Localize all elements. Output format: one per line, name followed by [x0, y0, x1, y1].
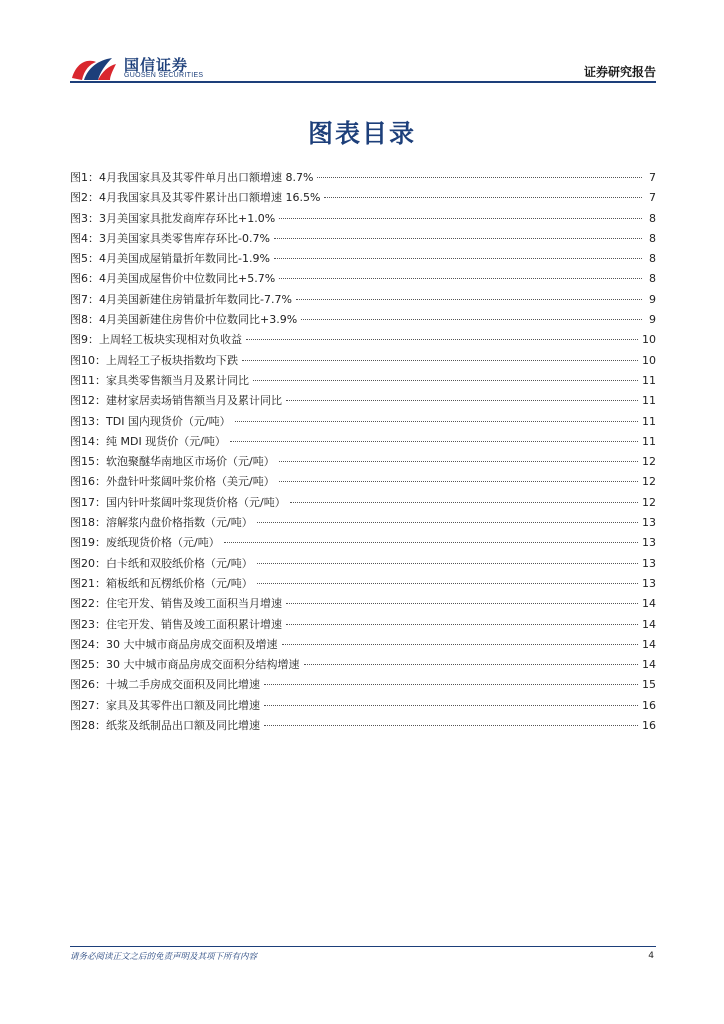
toc-entry-caption: 上周轻工板块实现相对负收益 [99, 333, 242, 347]
toc-entry-caption: 住宅开发、销售及竣工面积当月增速 [106, 597, 282, 611]
header-divider [70, 81, 656, 83]
toc-entry[interactable] [70, 656, 656, 676]
toc-entry-label: 图3： [70, 211, 99, 225]
toc-entry[interactable] [70, 352, 656, 372]
toc-entry-label: 图2： [70, 191, 99, 205]
toc-entry-caption: 住宅开发、销售及竣工面积累计增速 [106, 617, 282, 631]
toc-dot-leader [246, 339, 638, 340]
toc-entry[interactable] [70, 494, 656, 514]
toc-entry-page: 8 [649, 272, 656, 286]
toc-entry-caption: 软泡聚醚华南地区市场价（元/吨） [106, 455, 275, 469]
toc-entry-label: 图1： [70, 171, 99, 184]
toc-entry-label: 图9： [70, 333, 99, 347]
toc-entry-page: 13 [642, 536, 656, 550]
toc-dot-leader [257, 563, 638, 564]
toc-entry[interactable] [70, 331, 656, 351]
toc-entry-label: 图28： [70, 719, 106, 733]
toc-entry[interactable] [70, 595, 656, 615]
toc-dot-leader [286, 400, 638, 401]
toc-entry-caption: 上周轻工子板块指数均下跌 [106, 353, 238, 367]
toc-dot-leader [274, 258, 642, 259]
toc-dot-leader [296, 299, 642, 300]
toc-entry-caption: 30 大中城市商品房成交面积及增速 [106, 637, 278, 651]
toc-entry-caption: TDI 国内现货价（元/吨） [106, 414, 231, 428]
toc-dot-leader [257, 522, 638, 523]
toc-entry[interactable] [70, 636, 656, 656]
toc-entry-caption: 废纸现货价格（元/吨） [106, 536, 220, 550]
toc-dot-leader [235, 421, 638, 422]
logo-mark-icon [70, 52, 118, 82]
company-logo [70, 50, 220, 84]
toc-dot-leader [286, 624, 638, 625]
toc-entry-caption: 3月美国家具类零售库存环比-0.7% [99, 231, 270, 245]
toc-entry-caption: 建材家居卖场销售额当月及累计同比 [106, 394, 282, 408]
toc-entry-label: 图10： [70, 353, 106, 367]
toc-dot-leader [253, 380, 638, 381]
toc-entry-caption: 白卡纸和双胶纸价格（元/吨） [106, 556, 253, 570]
toc-entry-page: 7 [649, 171, 656, 184]
toc-entry-caption: 4月我国家具及其零件单月出口额增速 8.7% [99, 171, 314, 184]
toc-entry[interactable] [70, 697, 656, 717]
toc-entry-label: 图23： [70, 617, 106, 631]
toc-entry-page: 12 [642, 455, 656, 469]
toc-dot-leader [274, 238, 642, 239]
toc-entry-label: 图22： [70, 597, 106, 611]
toc-entry-label: 图11： [70, 373, 106, 387]
toc-entry-caption: 4月美国成屋销量折年数同比-1.9% [99, 252, 270, 266]
toc-dot-leader [279, 461, 638, 462]
report-type-label: 证券研究报告 [583, 65, 656, 79]
toc-entry[interactable] [70, 433, 656, 453]
toc-entry-label: 图24： [70, 637, 106, 651]
toc-entry-page: 10 [642, 353, 656, 367]
toc-entry-page: 8 [649, 211, 656, 225]
toc-entry-page: 11 [642, 434, 656, 448]
toc-entry-label: 图27： [70, 698, 106, 712]
page-header [0, 0, 724, 90]
toc-entry-label: 图15： [70, 455, 106, 469]
toc-entry-caption: 家具类零售额当月及累计同比 [106, 373, 249, 387]
toc-entry-page: 11 [642, 414, 656, 428]
toc-entry-caption: 3月美国家具批发商库存环比+1.0% [99, 211, 276, 225]
toc-entry-page: 15 [642, 678, 656, 692]
toc-entry-page: 10 [642, 333, 656, 347]
toc-entry-label: 图13： [70, 414, 106, 428]
toc-entry[interactable] [70, 473, 656, 493]
toc-entry[interactable] [70, 210, 656, 230]
toc-entry-label: 图16： [70, 475, 106, 489]
toc-entry-caption: 纯 MDI 现货价（元/吨） [106, 434, 226, 448]
toc-entry-page: 7 [649, 191, 656, 205]
toc-entry-label: 图5： [70, 252, 99, 266]
toc-entry[interactable] [70, 372, 656, 392]
toc-entry-page: 8 [649, 252, 656, 266]
toc-entry-caption: 4月美国成屋售价中位数同比+5.7% [99, 272, 276, 286]
toc-dot-leader [257, 583, 638, 584]
toc-entry[interactable] [70, 616, 656, 636]
toc-entry[interactable] [70, 413, 656, 433]
toc-entry-page: 9 [649, 313, 656, 327]
toc-entry-caption: 国内针叶浆阔叶浆现货价格（元/吨） [106, 495, 286, 509]
toc-entry-page: 13 [642, 576, 656, 590]
toc-entry[interactable] [70, 534, 656, 554]
toc-entry-page: 14 [642, 617, 656, 631]
toc-entry-page: 9 [649, 292, 656, 306]
toc-entry[interactable] [70, 514, 656, 534]
toc-entry[interactable] [70, 270, 656, 290]
toc-entry-label: 图17： [70, 495, 106, 509]
toc-entry-caption: 家具及其零件出口额及同比增速 [106, 698, 260, 712]
toc-entry-label: 图25： [70, 658, 106, 672]
toc-dot-leader [242, 360, 638, 361]
toc-dot-leader [324, 197, 642, 198]
toc-dot-leader [282, 644, 639, 645]
toc-entry-label: 图7： [70, 292, 99, 306]
toc-dot-leader [264, 705, 638, 706]
toc-entry-page: 16 [642, 698, 656, 712]
toc-entry[interactable] [70, 291, 656, 311]
footer-divider [70, 946, 656, 947]
page-title: 图表目录 [307, 119, 416, 148]
toc-entry[interactable] [70, 717, 656, 737]
toc-entry-label: 图12： [70, 394, 106, 408]
toc-entry-caption: 4月美国新建住房销量折年数同比-7.7% [99, 292, 292, 306]
toc-entry-caption: 纸浆及纸制品出口额及同比增速 [106, 719, 260, 733]
toc-entry-page: 13 [642, 556, 656, 570]
toc-entry-page: 11 [642, 394, 656, 408]
page-number: 4 [648, 951, 654, 961]
logo-english-name: GUOSEN SECURITIES [124, 72, 204, 79]
footer-disclaimer: 请务必阅读正文之后的免责声明及其项下所有内容 [70, 952, 258, 962]
toc-entry-caption: 4月我国家具及其零件累计出口额增速 16.5% [99, 191, 321, 205]
toc-dot-leader [304, 664, 639, 665]
toc-dot-leader [224, 542, 638, 543]
toc-entry[interactable] [70, 676, 656, 696]
toc-entry[interactable] [70, 189, 656, 209]
toc-entry-label: 图6： [70, 272, 99, 286]
toc-entry-page: 14 [642, 658, 656, 672]
toc-entry-caption: 4月美国新建住房售价中位数同比+3.9% [99, 313, 298, 327]
toc-dot-leader [264, 725, 638, 726]
toc-entry[interactable] [70, 230, 656, 250]
toc-entry-caption: 30 大中城市商品房成交面积分结构增速 [106, 658, 300, 672]
toc-entry[interactable] [70, 169, 656, 189]
toc-entry-page: 14 [642, 597, 656, 611]
toc-dot-leader [290, 502, 638, 503]
toc-entry-caption: 箱板纸和瓦楞纸价格（元/吨） [106, 576, 253, 590]
toc-entry-page: 16 [642, 719, 656, 733]
toc-entry[interactable] [70, 392, 656, 412]
toc-entry[interactable] [70, 575, 656, 595]
toc-entry-caption: 十城二手房成交面积及同比增速 [106, 678, 260, 692]
toc-entry-label: 图19： [70, 536, 106, 550]
toc-entry-caption: 外盘针叶浆阔叶浆价格（美元/吨） [106, 475, 275, 489]
toc-entry-label: 图21： [70, 576, 106, 590]
toc-entry-label: 图26： [70, 678, 106, 692]
toc-entry[interactable] [70, 311, 656, 331]
figure-index-list [70, 169, 656, 737]
toc-entry-label: 图4： [70, 231, 99, 245]
toc-entry-label: 图18： [70, 516, 106, 530]
logo-chinese-name: 国信证券 [124, 56, 189, 74]
toc-entry-page: 8 [649, 231, 656, 245]
toc-dot-leader [317, 177, 642, 178]
toc-dot-leader [279, 218, 642, 219]
toc-entry[interactable] [70, 555, 656, 575]
toc-entry-page: 13 [642, 516, 656, 530]
toc-entry-label: 图8： [70, 313, 99, 327]
toc-dot-leader [279, 481, 638, 482]
toc-entry-page: 11 [642, 373, 656, 387]
toc-entry-page: 12 [642, 475, 656, 489]
toc-dot-leader [301, 319, 642, 320]
toc-entry-page: 14 [642, 637, 656, 651]
toc-dot-leader [264, 684, 638, 685]
toc-entry[interactable] [70, 250, 656, 270]
toc-entry-label: 图20： [70, 556, 106, 570]
toc-entry-page: 12 [642, 495, 656, 509]
toc-entry-label: 图14： [70, 434, 106, 448]
toc-entry-caption: 溶解浆内盘价格指数（元/吨） [106, 516, 253, 530]
toc-dot-leader [279, 278, 642, 279]
toc-entry[interactable] [70, 453, 656, 473]
toc-dot-leader [286, 603, 638, 604]
toc-dot-leader [230, 441, 638, 442]
